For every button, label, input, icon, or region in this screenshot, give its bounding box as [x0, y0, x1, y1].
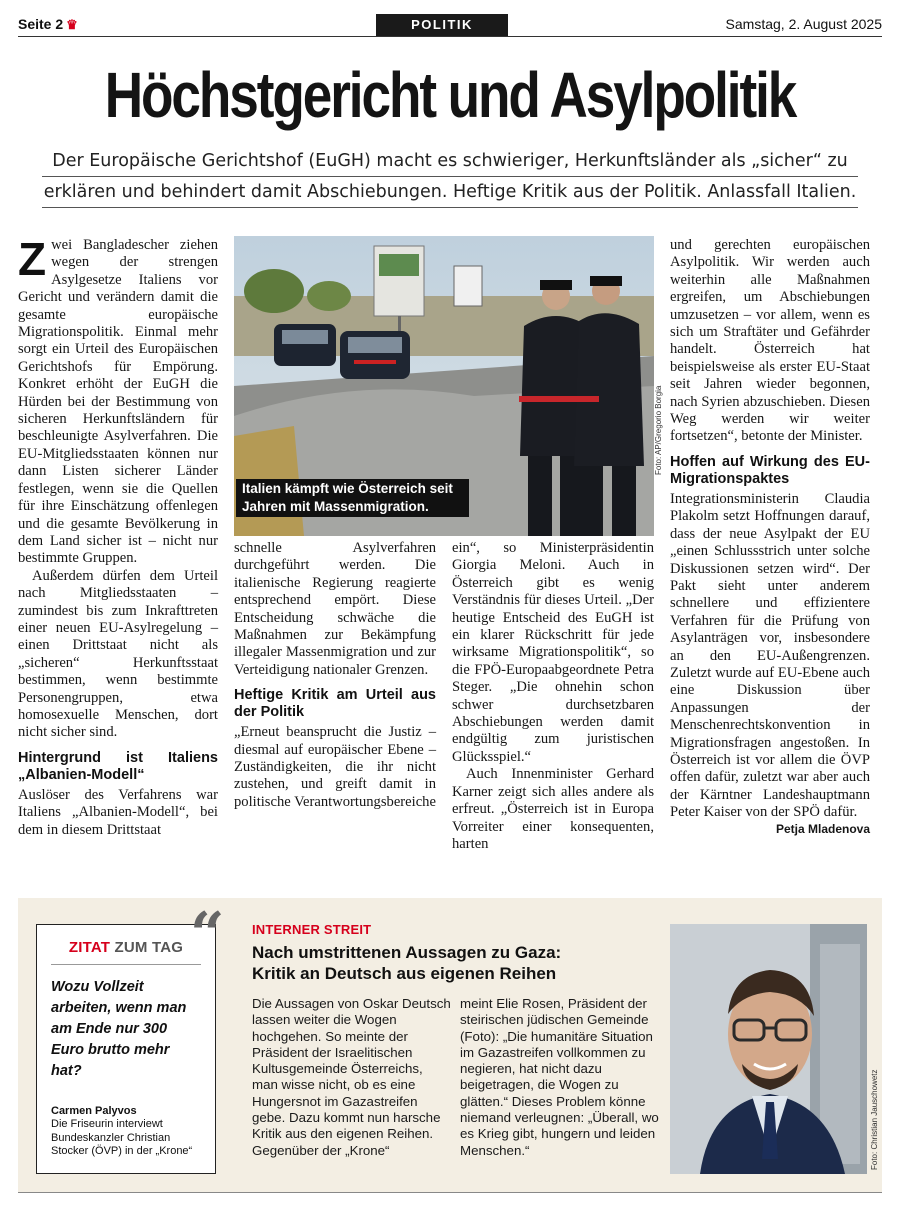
quote-mark-icon: “ — [190, 900, 225, 970]
box-kicker: INTERNER STREIT — [252, 922, 372, 937]
author-byline: Petja Mladenova — [775, 821, 870, 836]
quote-author: Carmen Palyvos — [51, 1105, 137, 1117]
quote-title-grey: ZUM TAG — [110, 939, 184, 956]
issue-date: Samstag, 2. August 2025 — [725, 16, 882, 32]
sidebar-box — [18, 898, 882, 1192]
paragraph: Auslöser des Verfahrens war Italiens „Albanien-Modell“, bei dem in diesem Drittstaat — [18, 786, 218, 838]
box-headline-line-1: Nach umstrittenen Aussagen zu Gaza: — [252, 943, 562, 962]
box-headline-line-2: Kritik an Deutsch aus eigenen Reihen — [252, 964, 557, 983]
paragraph — [18, 233, 218, 568]
quote-title-red: ZITAT — [68, 939, 111, 956]
page-number-label: Seite 2 — [18, 16, 64, 32]
header-rule — [18, 36, 882, 37]
paragraph: Integrationsministerin Claudia Plakolm setzt Hoffnungen darauf, dass der neue Asylpakt der EU „einen Schlussstrich unter solche Diskussionen setzen wird“. Der Pakt sieht unter anderem schnellere und effizientere Verfahren für die Prüfung von Asylanträgen vor, insbesondere an den EU-Außengrenzen. Zuletzt wurde auf EU-Ebene auch eine Diskussion über Anpassungen der Menschenrechtskonvention in Migrationsfragen angestoßen. In Österreich ist vor allem die ÖVP offen dafür, zuletzt war aber auch der Kärntner Landeshauptmann Peter Kaiser von der SPÖ dafür. — [670, 490, 870, 821]
page-header — [18, 14, 882, 36]
box-headline — [252, 942, 561, 984]
quote-title — [51, 939, 201, 965]
box-column-1: Die Aussagen von Oskar Deutsch lassen weiter die Wogen hochgehen. So meinte der Präsident der Israelitischen Kultusgemeinde Österreichs, man wisse nicht, ob es eine Hungersnot im Gazastreifen gebe. Dazu kommt nun harsche Kritik aus den eigenen Reihen. Gegenüber der „Krone“ — [252, 996, 451, 1158]
crown-icon: ♛ — [66, 17, 78, 32]
footer-rule — [18, 1192, 882, 1193]
paragraph: und gerechten europäischen Asylpolitik. Wir werden auch weiterhin alle Maßnahmen ergreifen, um Abschiebungen umzusetzen – vor allem, wenn es sich um Straftäter und Gefährder handelt. Österreich hat beispielsweise als erster EU-Staat seit Jahren wieder begonnen, nach Syrien abzuschieben. Diesen Weg werden wir weiter fortsetzen“, betonte der Minister. — [670, 237, 870, 445]
article-column-1 — [18, 233, 218, 839]
deck — [42, 148, 858, 210]
deck-line-1: Der Europäische Gerichtshof (EuGH) macht es schwieriger, Herkunftsländer als „sicher“ zu — [42, 148, 858, 177]
portrait-credit: Foto: Christian Jauschowetz — [870, 1069, 879, 1170]
paragraph: ein“, so Ministerpräsidentin Giorgia Meloni. Auch in Österreich gibt es wenig Verständnis für dieses Urteil. „Der heutige Entscheid des EuGH ist ein klarer Rückschritt für jede wirksame Migrationspolitik“, so die FPÖ-Europaabgeordnete Petra Steger. „Die ohnehin schon schwer durchsetzbaren Abschiebungen werden damit endgültig zum juristischen Glücksspiel.“ — [452, 540, 654, 765]
section-label: POLITIK — [376, 14, 508, 36]
paragraph: Außerdem dürfen dem Urteil nach Mitgliedsstaaten – zumindest bis zum Inkrafttreten einer neuen EU-Asylregelung – einen Drittstaat nicht als „sicheren“ Herkunftsstaat bestimmen, wenn bestimmte Personengruppen, etwa homosexuelle Menschen, dort nicht sicher sind. — [18, 567, 218, 741]
paragraph: Auch Innenminister Gerhard Karner zeigt sich alles andere als erfreut. „Österreich ist in Europa Vorreiter einer konsequenten, harten — [452, 766, 654, 852]
paragraph: „Erneut beansprucht die Justiz – diesmal auf europäischer Ebene – Zuständigkeiten, die ihr nicht zustehen, und greift damit in politische Verantwortungsbereiche — [234, 724, 436, 810]
article-column-2 — [234, 540, 436, 811]
portrait-image — [670, 924, 867, 1174]
photo-caption — [236, 479, 469, 517]
quote-text: Wozu Vollzeit arbeiten, wenn man am Ende nur 300 Euro brutto mehr hat? — [51, 979, 187, 1079]
subheading: Hintergrund ist Italiens „Albanien-Modell“ — [18, 749, 218, 783]
article-column-3 — [452, 540, 654, 853]
drop-cap: Z — [18, 233, 47, 285]
photo-caption-text: Italien kämpft wie Österreich seit Jahren mit Massenmigration. — [242, 481, 453, 514]
deck-line-2: erklären und behindert damit Abschiebungen. Heftige Kritik aus der Politik. Anlassfall Italien. — [42, 179, 858, 208]
subheading: Hoffen auf Wirkung des EU-Migrationspaktes — [670, 453, 870, 487]
subheading: Heftige Kritik am Urteil aus der Politik — [234, 687, 436, 721]
paragraph: schnelle Asylverfahren durchgeführt werden. Die italienische Regierung reagierte entsprechend empört. Diese Entscheidung schwäche die Maßnahmen zur Bekämpfung illegaler Massenmigration und zur Verteidigung nationaler Grenzen. — [234, 540, 436, 678]
paragraph-text: wei Bangladescher ziehen wegen der strengen Asylgesetze Italiens vor Gericht und verändern damit die gesamte europäische Migrationspolitik. Einmal mehr sorgt ein Urteil des Europäischen Gerichtshofs für Empörung. Konkret erhöht der EuGH die Hürden bei der Bestimmung von sicheren Herkunftsländern für beschleunigte Asylverfahren. Die EU-Mitgliedsstaaten können nur dann Listen sicherer Länder festlegen, wenn sie die Quellen für ihre Einschätzung offenlegen und die gesamte Bevölkerung in dem Land sicher ist – nicht nur bestimmte Gruppen. — [18, 237, 218, 567]
photo-credit: Foto: AP/Gregorio Borgia — [654, 385, 663, 475]
box-column-2: meint Elie Rosen, Präsident der steirischen jüdischen Gemeinde (Foto): „Die humanitäre Situation im Gazastreifen vollkommen zu negieren, hat nicht dazu beigetragen, die Wogen zu glätten.“ Dieses Problem könne niemand verleugnen: „Überall, wo es Krieg gibt, hungern und leiden Menschen.“ — [460, 996, 659, 1158]
headline: Höchstgericht und Asylpolitik — [104, 59, 796, 131]
quote-author-description: Die Friseurin interviewt Bundeskanzler Christian Stocker (ÖVP) in der „Krone“ — [51, 1118, 193, 1157]
quote-of-the-day — [36, 924, 216, 1174]
portrait-photo — [670, 924, 867, 1174]
article-column-4 — [670, 237, 870, 836]
page-number — [18, 16, 78, 33]
